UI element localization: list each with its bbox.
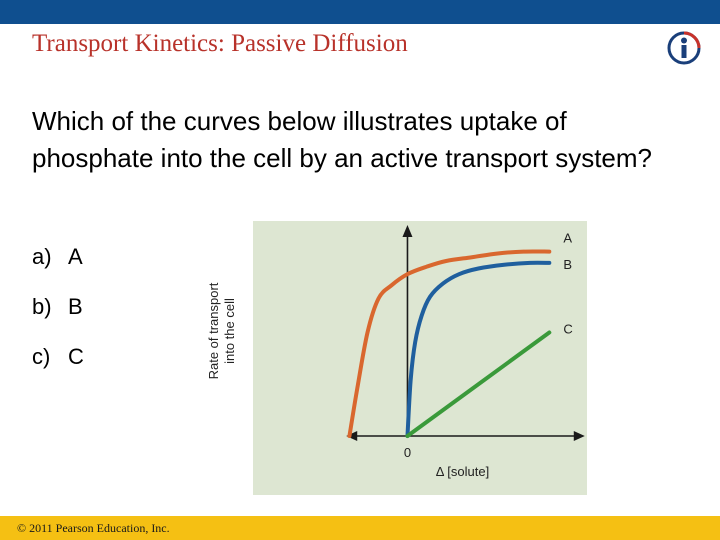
series-a-label: A [563,230,572,246]
option-letter: c) [32,344,51,369]
option-text: B [68,294,83,319]
answer-option-c[interactable] [32,344,84,370]
top-bar [0,0,720,24]
copyright-text: © 2011 Pearson Education, Inc. [17,521,170,535]
series-c-label: C [563,321,573,337]
y-axis-label-line: Rate of transport [206,282,221,380]
x-axis-label: Δ [solute] [435,464,490,479]
option-letter: a) [32,244,52,269]
chart-svg [193,219,589,497]
answer-option-a[interactable] [32,244,83,270]
info-icon [666,30,702,66]
answer-option-b[interactable] [32,294,83,320]
series-b-label: B [563,256,572,272]
slide-title: Transport Kinetics: Passive Diffusion [32,30,408,57]
option-letter: b) [32,294,52,319]
transport-rate-chart [193,219,589,497]
option-text: C [68,344,84,369]
y-axis-label-line: into the cell [222,298,237,364]
x-tick-label: 0 [403,445,412,460]
question-text: Which of the curves below illustrates uptake of phosphate into the cell by an active transport system? [32,106,653,173]
option-text: A [68,244,83,269]
